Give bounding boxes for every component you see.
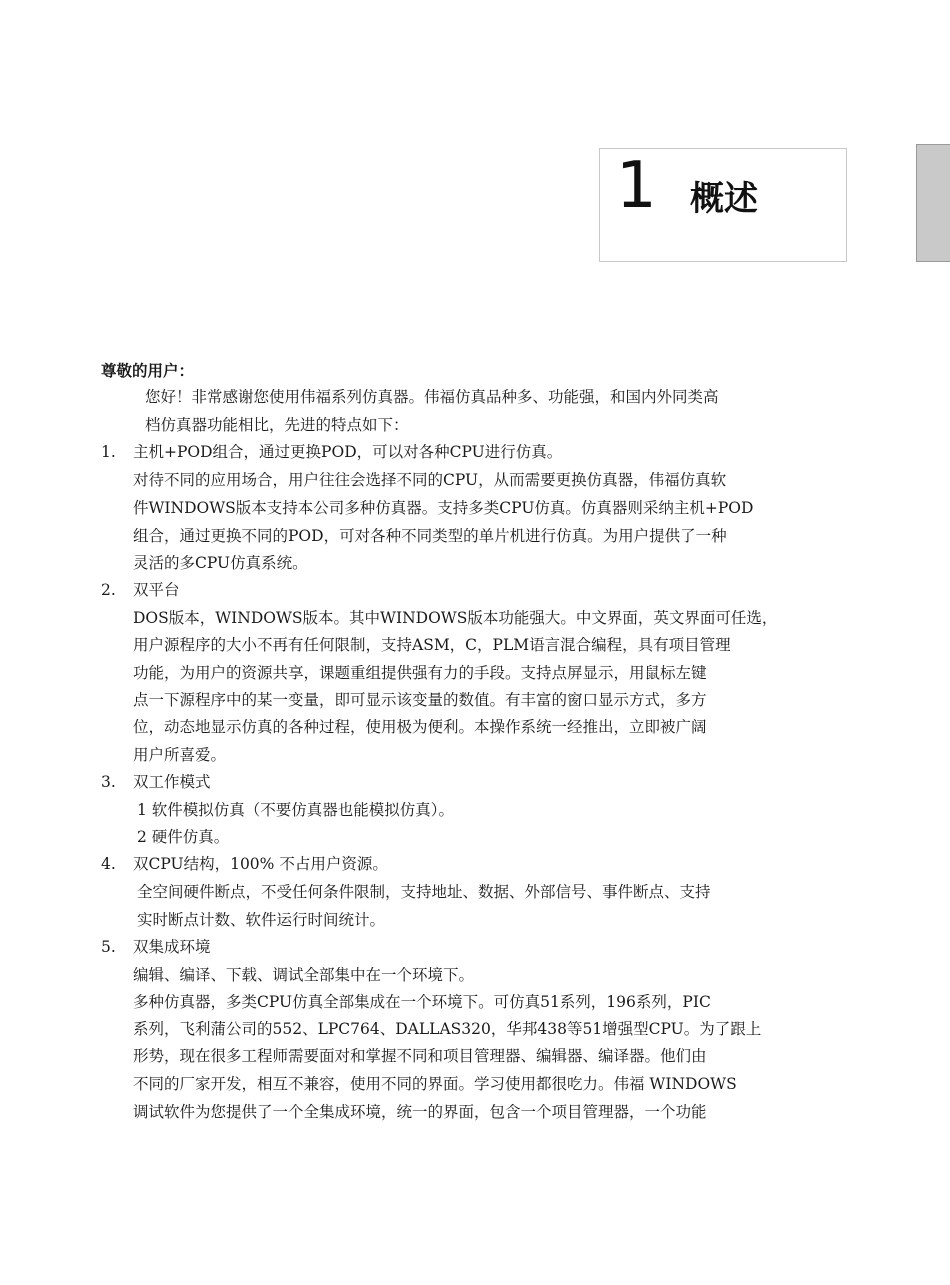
intro-line: 您好！非常感谢您使用伟福系列仿真器。伟福仿真品种多、功能强，和国内外同类高 — [145, 388, 719, 406]
section-body-line: 用户源程序的大小不再有任何限制，支持ASM，C，PLM语言混合编程，具有项目管理 — [133, 636, 731, 654]
section-title: 双CPU结构，100% 不占用户资源。 — [133, 855, 388, 873]
section-title: 双平台 — [133, 581, 180, 599]
section-title: 双工作模式 — [133, 773, 211, 791]
section-number: 5. — [101, 938, 116, 956]
section-body-line: 点一下源程序中的某一变量，即可显示该变量的数值。有丰富的窗口显示方式，多方 — [133, 691, 707, 709]
side-thumb-tab — [916, 144, 950, 262]
chapter-number: 1 — [616, 149, 657, 223]
section-number: 4. — [101, 855, 116, 873]
section-title: 主机+POD组合，通过更换POD，可以对各种CPU进行仿真。 — [133, 443, 563, 461]
section-body-line: 全空间硬件断点，不受任何条件限制，支持地址、数据、外部信号、事件断点、支持 — [137, 883, 711, 901]
chapter-heading-box — [599, 148, 847, 262]
section-body-line: 系列，飞利蒲公司的552、LPC764、DALLAS320，华邦438等51增强型CPU。为了跟上 — [133, 1020, 762, 1038]
section-body-line: 1 软件模拟仿真（不要仿真器也能模拟仿真）。 — [137, 801, 455, 819]
section-number: 2. — [101, 581, 116, 599]
section-body-line: 灵活的多CPU仿真系统。 — [133, 554, 308, 572]
section-body-line: 实时断点计数、软件运行时间统计。 — [137, 911, 386, 929]
section-body-line: 形势，现在很多工程师需要面对和掌握不同和项目管理器、编辑器、编译器。他们由 — [133, 1047, 707, 1065]
section-body-line: DOS版本，WINDOWS版本。其中WINDOWS版本功能强大。中文界面，英文界面可任选， — [133, 609, 778, 627]
section-title: 双集成环境 — [133, 938, 211, 956]
section-body-line: 用户所喜爱。 — [133, 746, 227, 764]
section-body-line: 组合，通过更换不同的POD，可对各种不同类型的单片机进行仿真。为用户提供了一种 — [133, 527, 727, 545]
section-body-line: 对待不同的应用场合，用户往往会选择不同的CPU，从而需要更换仿真器，伟福仿真软 — [133, 471, 727, 489]
section-body-line: 不同的厂家开发，相互不兼容，使用不同的界面。学习使用都很吃力。伟福 WINDOWS — [133, 1075, 737, 1093]
section-number: 3. — [101, 773, 116, 791]
intro-line: 档仿真器功能相比，先进的特点如下： — [145, 416, 409, 434]
section-number: 1. — [101, 443, 116, 461]
section-body-line: 件WINDOWS版本支持本公司多种仿真器。支持多类CPU仿真。仿真器则采纳主机+POD — [133, 499, 754, 517]
section-body-line: 调试软件为您提供了一个全集成环境，统一的界面，包含一个项目管理器，一个功能 — [133, 1103, 707, 1121]
salutation: 尊敬的用户： — [101, 362, 195, 380]
section-body-line: 功能，为用户的资源共享，课题重组提供强有力的手段。支持点屏显示，用鼠标左键 — [133, 664, 707, 682]
section-body-line: 位，动态地显示仿真的各种过程，使用极为便利。本操作系统一经推出，立即被广阔 — [133, 718, 707, 736]
chapter-title: 概述 — [690, 179, 758, 219]
section-body-line: 2 硬件仿真。 — [137, 828, 230, 846]
section-body-line: 多种仿真器，多类CPU仿真全部集成在一个环境下。可仿真51系列，196系列，PIC — [133, 993, 711, 1011]
section-body-line: 编辑、编译、下载、调试全部集中在一个环境下。 — [133, 966, 475, 984]
